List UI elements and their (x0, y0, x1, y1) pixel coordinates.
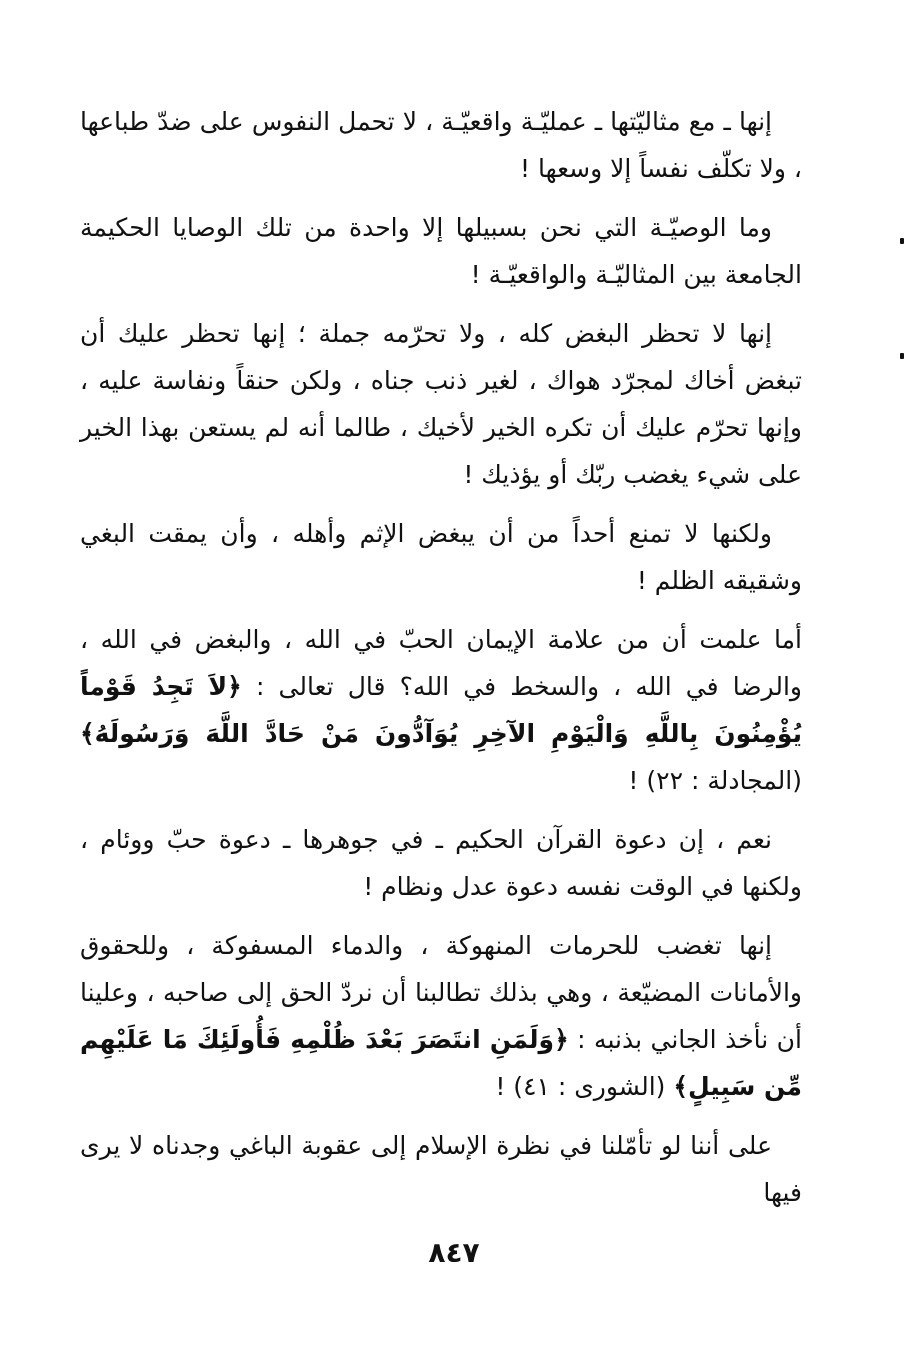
body-text (80, 98, 802, 1228)
text-segment: وما الوصيّـة التي نحن بسبيلها إلا واحدة من تلك الوصايا الحكيمة الجامعة بين المثاليّـة والواقعيّـة ! (80, 213, 802, 289)
text-segment: إنها لا تحظر البغض كله ، ولا تحرّمه جملة ؛ إنها تحظر عليك أن تبغض أخاك لمجرّد هواك ، لغير ذنب جناه ، ولكن حنقاً ونفاسة عليه ، وإنها تحرّم عليك أن تكره الخير لأخيك ، طالما أنه لم يستعن بهذا الخير على شيء يغضب ربّك أو يؤذيك ! (80, 319, 802, 489)
paragraph (80, 922, 802, 1110)
text-segment: على أننا لو تأمّلنا في نظرة الإسلام إلى عقوبة الباغي وجدناه لا يرى فيها (80, 1131, 802, 1207)
page-number: ٨٤٧ (428, 1236, 480, 1269)
text-segment: أما علمت أن من علامة الإيمان الحبّ في الله ، والبغض في الله ، والرضا في الله ، والسخط في الله؟ قال تعالى : (80, 625, 802, 701)
text-segment: نعم ، إن دعوة القرآن الحكيم ـ في جوهرها ـ دعوة حبّ ووئام ، ولكنها في الوقت نفسه دعوة عدل ونظام ! (80, 825, 802, 901)
paragraph (80, 310, 802, 498)
quran-verse: ﴿وَلَمَنِ انتَصَرَ بَعْدَ ظُلْمِهِ فَأُولَئِكَ مَا عَلَيْهِم مِّن سَبِيلٍ﴾ (80, 1025, 802, 1101)
quran-verse: ﴿لاَ تَجِدُ قَوْماً يُؤْمِنُونَ بِاللَّهِ وَالْيَوْمِ الآخِرِ يُوَآدُّونَ مَنْ حَادَّ اللَّهَ وَرَسُولَهُ﴾ (80, 672, 802, 748)
verse-reference: (الشورى : ٤١) ! (495, 1072, 674, 1101)
paragraph (80, 1122, 802, 1216)
paragraph (80, 98, 802, 192)
margin-mark (900, 353, 904, 359)
paragraph (80, 204, 802, 298)
text-segment: إنها ـ مع مثاليّتها ـ عمليّـة واقعيّـة ، لا تحمل النفوس على ضدّ طباعها ، ولا تكلّف نفساً إلا وسعها ! (80, 107, 802, 183)
paragraph (80, 616, 802, 804)
text-segment: ولكنها لا تمنع أحداً من أن يبغض الإثم وأهله ، وأن يمقت البغي وشقيقه الظلم ! (80, 519, 802, 595)
margin-mark (900, 238, 904, 244)
paragraph (80, 510, 802, 604)
paragraph (80, 816, 802, 910)
verse-reference: (المجادلة : ٢٢) ! (628, 766, 802, 795)
text-segment: إنها تغضب للحرمات المنهوكة ، والدماء المسفوكة ، وللحقوق والأمانات المضيّعة ، وهي بذلك تطالبنا أن نردّ الحق إلى صاحبه ، وعلينا أن نأخذ الجاني بذنبه : (80, 931, 802, 1054)
